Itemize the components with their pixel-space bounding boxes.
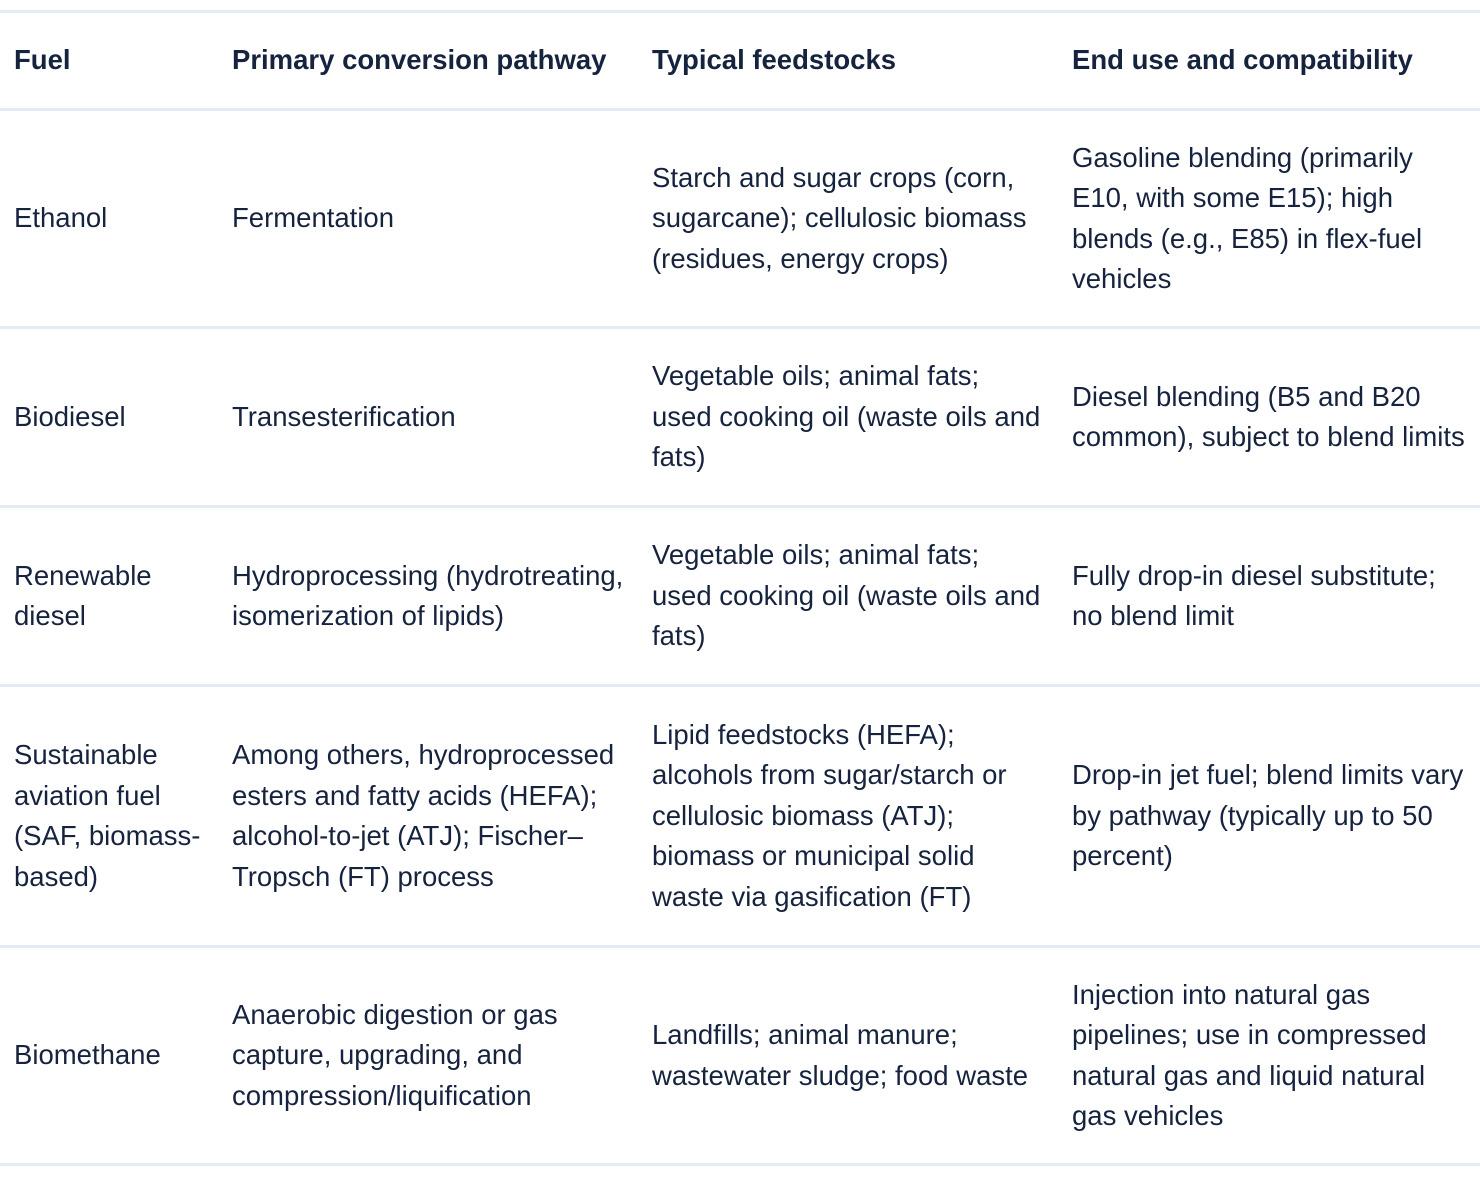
table-row	[0, 947, 1480, 1165]
cell-fuel: Biodiesel	[14, 400, 126, 432]
cell-pathway: Hydroprocessing (hydrotreating, isomerization of lipids)	[232, 559, 624, 631]
cell-end-use: Fully drop-in diesel substitute; no blend limit	[1072, 559, 1436, 631]
cell-feedstocks: Lipid feedstocks (HEFA); alcohols from sugar/starch or cellulosic biomass (ATJ); biomass or municipal solid waste via gasification (FT)	[652, 718, 1007, 912]
header-row	[0, 12, 1480, 110]
cell-fuel: Sustainable aviation fuel (SAF, biomass-based)	[14, 739, 201, 892]
cell-pathway: Transesterification	[232, 400, 456, 432]
cell-feedstocks: Vegetable oils; animal fats; used cooking oil (waste oils and fats)	[652, 539, 1041, 652]
cell-feedstocks: Starch and sugar crops (corn, sugarcane); cellulosic biomass (residues, energy crops)	[652, 161, 1027, 274]
cell-end-use: Diesel blending (B5 and B20 common), subject to blend limits	[1072, 380, 1465, 452]
header-fuel: Fuel	[14, 44, 71, 76]
cell-pathway: Anaerobic digestion or gas capture, upgrading, and compression/liquification	[232, 998, 558, 1111]
cell-fuel: Ethanol	[14, 202, 108, 234]
cell-end-use: Gasoline blending (primarily E10, with some E15); high blends (e.g., E85) in flex-fuel vehicles	[1072, 141, 1423, 294]
cell-fuel: Biomethane	[14, 1039, 161, 1071]
table-row	[0, 328, 1480, 507]
table-body	[0, 110, 1480, 1165]
cell-end-use: Drop-in jet fuel; blend limits vary by pathway (typically up to 50 percent)	[1072, 759, 1464, 872]
header-feedstocks: Typical feedstocks	[652, 44, 897, 76]
cell-pathway: Fermentation	[232, 202, 395, 234]
cell-feedstocks: Vegetable oils; animal fats; used cooking oil (waste oils and fats)	[652, 360, 1041, 473]
header-end-use: End use and compatibility	[1072, 44, 1413, 76]
table-row	[0, 507, 1480, 686]
cell-end-use: Injection into natural gas pipelines; use in compressed natural gas and liquid natural gas vehicles	[1072, 978, 1427, 1131]
header-pathway: Primary conversion pathway	[232, 44, 607, 76]
cell-feedstocks: Landfills; animal manure; wastewater sludge; food waste	[652, 1019, 1029, 1091]
cell-pathway: Among others, hydroprocessed esters and fatty acids (HEFA); alcohol-to-jet (ATJ); Fischer–Tropsch (FT) process	[232, 739, 615, 892]
table-row	[0, 110, 1480, 328]
biofuels-table	[0, 10, 1480, 1166]
cell-fuel: Renewable diesel	[14, 559, 152, 631]
table-row	[0, 686, 1480, 947]
table-header	[0, 12, 1480, 110]
